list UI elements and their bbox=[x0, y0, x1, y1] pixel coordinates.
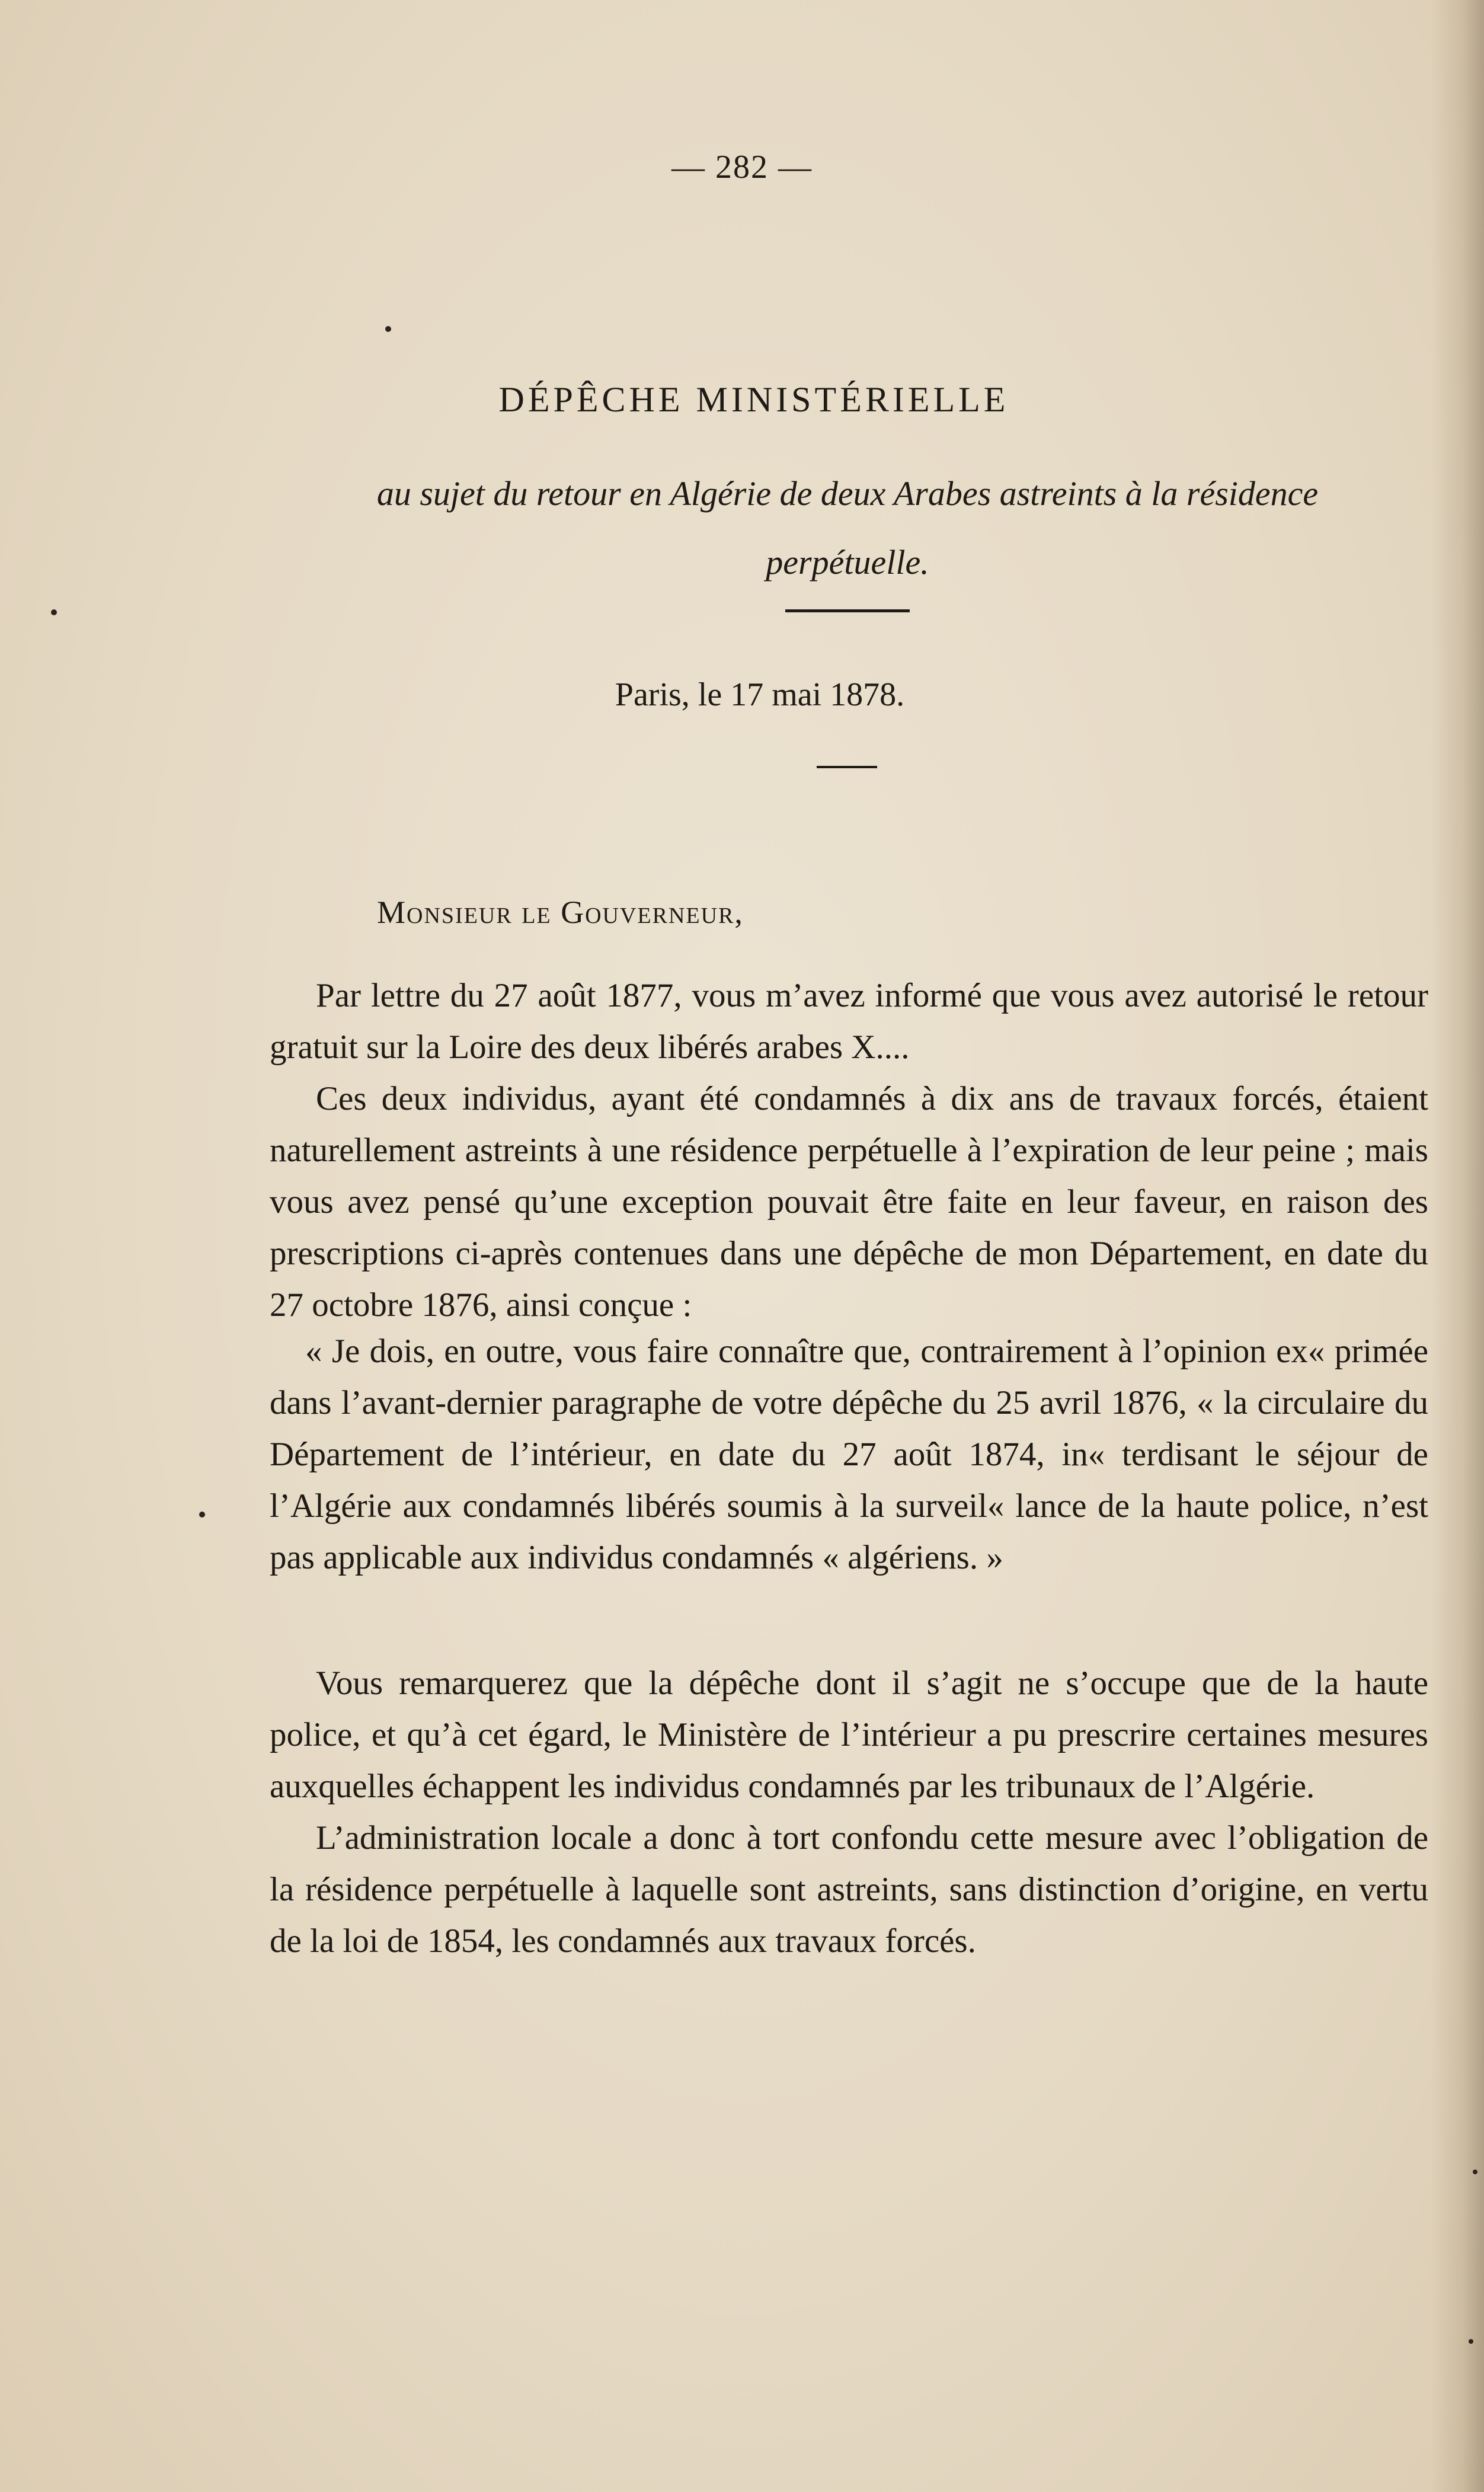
page-edge-shadow bbox=[1431, 0, 1484, 2492]
ink-speck bbox=[199, 1512, 205, 1517]
page-subtitle: au sujet du retour en Algérie de deux Arabes astreints à la résidence perpétuelle. bbox=[376, 474, 1319, 582]
ink-speck bbox=[1473, 2170, 1477, 2174]
paragraph-1: Par lettre du 27 août 1877, vous m’avez informé que vous avez autorisé le retour gratuit sur la Loire des deux libérés arabes X.... bbox=[270, 977, 1428, 1066]
dateline: Paris, le 17 mai 1878. bbox=[615, 676, 905, 713]
paragraph-3: Vous remarquerez que la dépêche dont il s’agit ne s’occupe que de la haute police, et qu’à cet égard, le Ministère de l’intérieur a pu prescrire certaines mesures auxquelles échappent les individus condamnés par les tribunaux de l’Algérie. bbox=[270, 1664, 1428, 1805]
ink-speck bbox=[385, 326, 391, 332]
dateline-divider bbox=[817, 766, 877, 768]
quotation-block bbox=[270, 1325, 1428, 1583]
quotation-paragraph: « Je dois, en outre, vous faire connaître que, contrairement à l’opinion ex« primée dans l’avant-dernier paragraphe de votre dépêche du 25 avril 1876, « la circulaire du Département de l’intérieur, en date du 27 août 1874, in« terdisant le séjour de l’Algérie aux condamnés libérés soumis à la surveil« lance de la haute police, n’est pas applicable aux individus condamnés « algériens. » bbox=[270, 1333, 1428, 1576]
title-divider bbox=[785, 609, 910, 612]
paragraph-2: Ces deux individus, ayant été condamnés à dix ans de travaux forcés, étaient naturellement astreints à une résidence perpétuelle à l’expiration de leur peine ; mais vous avez pensé qu’une exception pouvait être faite en leur faveur, en raison des prescriptions ci-après contenues dans une dépêche de mon Département, en date du 27 octobre 1876, ainsi conçue : bbox=[270, 1080, 1428, 1324]
ink-speck bbox=[51, 609, 57, 615]
ink-speck bbox=[1469, 2339, 1473, 2344]
body-block-1 bbox=[270, 970, 1428, 1331]
paragraph-4: L’administration locale a donc à tort confondu cette mesure avec l’obligation de la résidence perpétuelle à laquelle sont astreints, sans distinction d’origine, en vertu de la loi de 1854, les condamnés aux travaux forcés. bbox=[270, 1819, 1428, 1960]
page-title: DÉPÊCHE MINISTÉRIELLE bbox=[498, 380, 1009, 419]
body-block-2 bbox=[270, 1657, 1428, 1967]
salutation: Monsieur le Gouverneur, bbox=[377, 894, 744, 930]
page-number: — 282 — bbox=[671, 149, 813, 186]
